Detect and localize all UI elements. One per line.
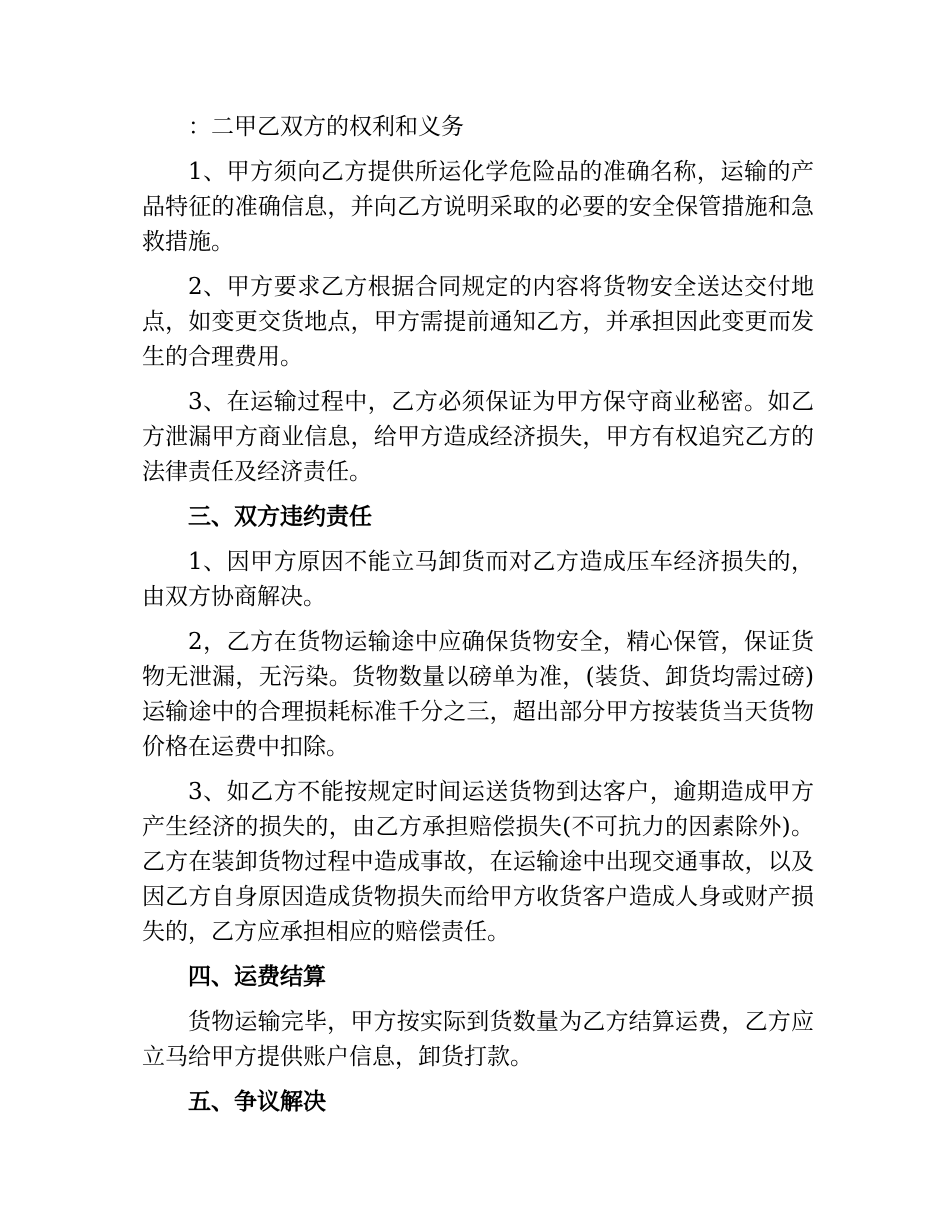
- paragraph-clause-4: 货物运输完毕，甲方按实际到货数量为乙方结算运费，乙方应立马给甲方提供账户信息，卸货打款。: [142, 1009, 814, 1070]
- paragraph-clause-2-1: 1、甲方须向乙方提供所运化学危险品的准确名称，运输的产品特征的准确信息，并向乙方说明采取的必要的安全保管措施和急救措施。: [142, 159, 814, 255]
- section-heading-freight-settlement: 四、运费结算: [188, 964, 326, 990]
- document-body: [142, 110, 814, 1130]
- paragraph-clause-3-2: 2，乙方在货物运输途中应确保货物安全，精心保管，保证货物无泄漏，无污染。货物数量以磅单为准，(装货、卸货均需过磅)运输途中的合理损耗标准千分之三，超出部分甲方按装货当天货物价格在运费中扣除。: [142, 629, 814, 760]
- paragraph-clause-3-1: 1、因甲方原因不能立马卸货而对乙方造成压车经济损失的，由双方协商解决。: [142, 549, 814, 610]
- section-heading-dispute-resolution: 五、争议解决: [188, 1089, 326, 1115]
- paragraph-clause-2-2: 2、甲方要求乙方根据合同规定的内容将货物安全送达交付地点，如变更交货地点，甲方需提前通知乙方，并承担因此变更而发生的合理费用。: [142, 274, 814, 370]
- paragraph-clause-2-3: 3、在运输过程中，乙方必须保证为甲方保守商业秘密。如乙方泄漏甲方商业信息，给甲方造成经济损失，甲方有权追究乙方的法律责任及经济责任。: [142, 389, 814, 485]
- section-heading-breach-liability: 三、双方违约责任: [188, 504, 372, 530]
- section-heading-rights-obligations: ：二甲乙双方的权利和义务: [188, 114, 464, 140]
- paragraph-clause-3-3: 3、如乙方不能按规定时间运送货物到达客户，逾期造成甲方产生经济的损失的，由乙方承担赔偿损失(不可抗力的因素除外)。乙方在装卸货物过程中造成事故，在运输途中出现交通事故，以及因乙方自身原因造成货物损失而给甲方收货客户造成人身或财产损失的，乙方应承担相应的赔偿责任。: [142, 779, 814, 945]
